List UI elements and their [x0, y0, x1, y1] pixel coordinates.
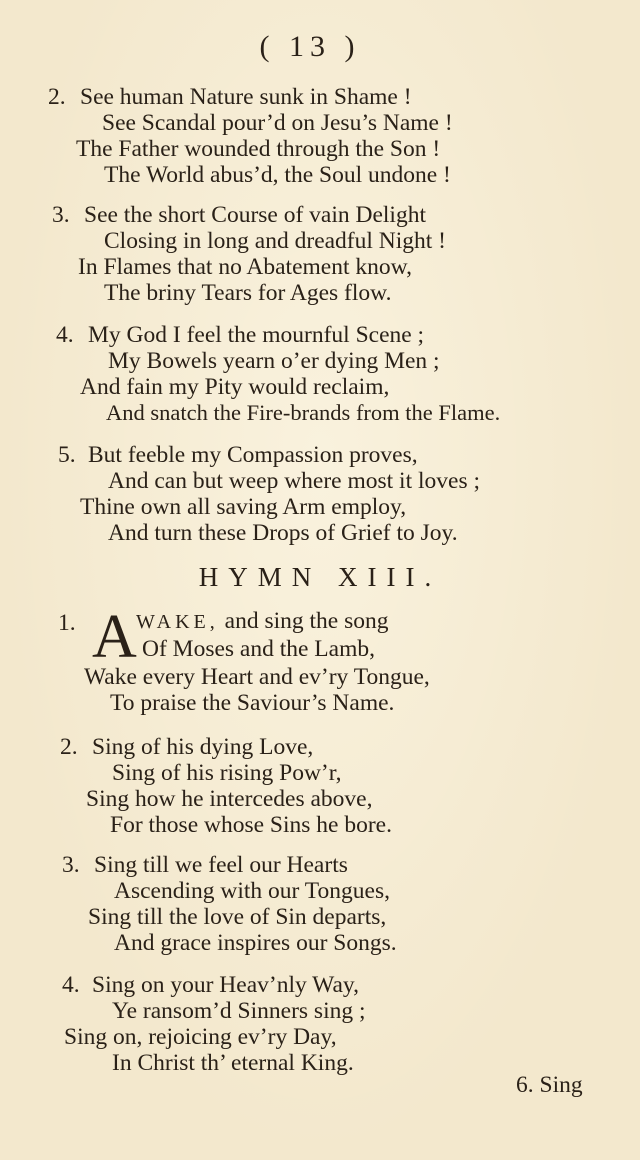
stanza-number: 3.: [52, 202, 70, 228]
verse-line: Ye ransom’d Sinners sing ;: [112, 998, 366, 1024]
verse-line: In Christ th’ eternal King.: [112, 1050, 354, 1076]
verse-line: My God I feel the mournful Scene ;: [88, 322, 425, 348]
stanza-number: 2.: [60, 734, 78, 760]
stanza-number: 3.: [62, 852, 80, 878]
verse-line: My Bowels yearn o’er dying Men ;: [108, 348, 440, 374]
verse-line: The briny Tears for Ages flow.: [104, 280, 392, 306]
stanza-number: 4.: [56, 322, 74, 348]
verse-line: Sing till we feel our Hearts: [94, 852, 348, 878]
verse-line: And snatch the Fire-brands from the Flame.: [106, 400, 501, 425]
verse-line: Sing till the love of Sin departs,: [88, 904, 387, 930]
verse-line: See the short Course of vain Delight: [84, 202, 426, 228]
stanza-number: 2.: [48, 84, 66, 110]
verse-line: In Flames that no Abatement know,: [78, 254, 412, 280]
verse-line: To praise the Saviour’s Name.: [110, 690, 395, 716]
verse-line: And can but weep where most it loves ;: [108, 468, 480, 494]
hymn-title: HYMN XIII.: [198, 562, 442, 592]
verse-line: Thine own all saving Arm employ,: [80, 494, 407, 520]
verse-line: Sing of his rising Pow’r,: [112, 760, 342, 786]
first-word: WAKE,: [136, 611, 219, 633]
verse-line: And grace inspires our Songs.: [114, 930, 397, 956]
verse-line: Sing on your Heav’nly Way,: [92, 972, 360, 998]
verse-line: See human Nature sunk in Shame !: [80, 84, 412, 110]
verse-line: See Scandal pour’d on Jesu’s Name !: [102, 110, 453, 136]
verse-line: For those whose Sins he bore.: [110, 812, 392, 838]
verse-line: Wake every Heart and ev’ry Tongue,: [84, 664, 430, 690]
verse-line: Ascending with our Tongues,: [114, 878, 390, 904]
first-line-rest: and sing the song: [218, 608, 389, 634]
verse-line: Sing on, rejoicing ev’ry Day,: [64, 1024, 337, 1050]
verse-line: The World abus’d, the Soul undone !: [104, 162, 451, 188]
verse-line: But feeble my Compassion proves,: [88, 442, 418, 468]
verse-line: Sing of his dying Love,: [92, 734, 314, 760]
stanza-number: 5.: [58, 442, 76, 468]
catchword: 6. Sing: [516, 1072, 583, 1098]
verse-line: And turn these Drops of Grief to Joy.: [108, 520, 458, 546]
verse-line: [136, 608, 388, 635]
stanza-number: 4.: [62, 972, 80, 998]
verse-line: Closing in long and dreadful Night !: [104, 228, 447, 254]
verse-line: The Father wounded through the Son !: [76, 136, 441, 162]
verse-line: Of Moses and the Lamb,: [142, 636, 375, 662]
verse-line: Sing how he intercedes above,: [86, 786, 373, 812]
drop-cap: A: [92, 603, 137, 671]
page-number: ( 13 ): [259, 30, 361, 63]
verse-line: And fain my Pity would reclaim,: [80, 374, 390, 400]
stanza-number: 1.: [58, 610, 76, 636]
